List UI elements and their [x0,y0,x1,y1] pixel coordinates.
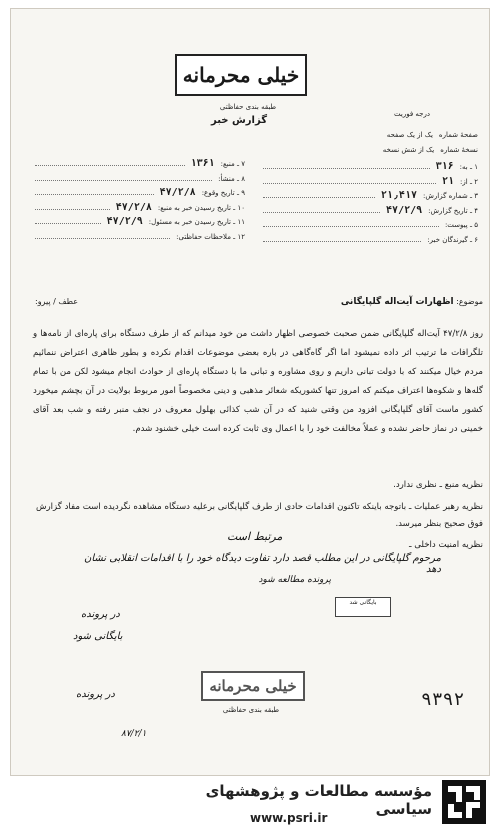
classification-stamp: خیلی محرمانه [175,54,307,96]
handwritten-note: مرحوم گلپایگانی در این مطلب قصد دارد تفاوت دیدگاه خود را با اقدامات انقلابی نشان دهد [84,553,441,575]
report-number-field: ۳ ـ شماره گزارش: ۲۱٫۴۱۷ [263,189,478,204]
subject: موضوع: اظهارات آیت‌اله گلپایگانی [340,297,483,307]
source-field: ۷ ـ منبع: ۱۳۶۱ [35,157,245,172]
operations-opinion: نظریه رهبر عملیات ـ باتوجه باینکه تاکنون اقدامات حادی از طرف گلپایگانی برعلیه دستگاه مشاهده نگردیده است مفاد گزارش فوق صحیح بنظر میرسد. [36,502,483,529]
officer-received-date-field: ۱۱ ـ تاریخ رسیدن خبر به مسئول: ۴۷/۲/۹ [35,215,245,230]
source-fields [35,157,245,244]
recipients-field: ۶ ـ گیرندگان خبر: [263,233,478,248]
report-body: روز ۴۷/۲/۸ آیت‌اله گلپایگانی ضمن صحبت خصوصی اظهار داشت من خود میدانم که از طرف دستگاه برای پاره‌ای از نامه‌ها و تلگرافات ما ترتیب اثر داده نمیشود اما اگر گاه‌گاهی در باره بعضی موضوعات اقدام نکرده و بطور ظاهری اعتراض ننمائیم مردم خیال میکنند که با دولت تبانی داریم و روی مشاوره و تبانی ما با دستگاه پاره‌ای از حوادث انجام میشود لکن من با تمام گله‌ها و شکوه‌ها اعتراف میکنم که امروز تنها کشوریکه شعائر مذهبی و دینی مخصوصاً امور مربوط بولایت در آن بچشم میخورد کشور ماست آقای گلپایگانی افزود من وقتی شنید که در آن شب کذائی بهلول معروف در نجف منبر رفته و شب بعد آقای خمینی در نماز حاضر نشده و عملاً مخالفت خود را با اعمال وی ثابت کرده است خیلی خشنود شدم. [33,329,484,434]
to-field: ۱ ـ به: ۳۱۶ [263,160,478,175]
attachment-field: ۵ ـ پیوست: [263,218,478,233]
event-date-field: ۹ ـ تاریخ وقوع: ۴۷/۲/۸ [35,186,245,201]
classification-label: طبقه بندی حفاظتی [219,103,277,111]
origin-field: ۸ ـ منشأ: [35,172,245,187]
handwritten-note: در پرونده [76,689,115,700]
from-field: ۲ ـ از: ۲۱ [263,175,478,190]
internal-security-opinion: نظریه امنیت داخلی ـ [408,540,483,550]
document-page [10,8,490,776]
institute-name: مؤسسه مطالعات و پژوهشهای سیاسی [205,782,432,818]
security-notes-field: ۱۲ ـ ملاحظات حفاظتی: [35,230,245,245]
bottom-classification-stamp: خیلی محرمانه [201,671,305,701]
handwritten-note: بایگانی شود [73,631,123,642]
report-title: گزارش خبر [211,115,268,126]
bottom-classification-label: طبقه بندی حفاظتی [222,706,280,714]
source-received-date-field: ۱۰ ـ تاریخ رسیدن خبر به منبع: ۴۷/۲/۸ [35,201,245,216]
handwritten-note: پرونده مطالعه شود [258,575,331,585]
subject-row [35,297,483,307]
watermark-footer [0,776,500,836]
report-date-field: ۴ ـ تاریخ گزارش: ۴۷/۲/۹ [263,204,478,219]
handwritten-note: در پرونده [81,609,120,620]
reference-label: عطف / پیرو: [35,297,79,306]
handwritten-date: ۸۷/۲/۱ [121,729,147,739]
source-opinion: نظریه منبع ـ نظری ندارد. [393,480,483,490]
page-number-field: صفحهٔ شماره یک از یک صفحه [386,131,478,139]
psri-logo-icon [442,780,486,824]
urgency-label: درجه فوریت [394,110,430,118]
copy-number-field: نسخهٔ شماره یک از شش نسخه [382,145,478,154]
report-meta-fields [263,131,478,247]
document-number: ۹۳۹۲ [421,689,465,710]
institute-url[interactable]: www.psri.ir [250,811,328,825]
handwritten-note: مرتبط است [227,530,283,543]
archive-stamp: بایگانی شد [335,597,391,617]
